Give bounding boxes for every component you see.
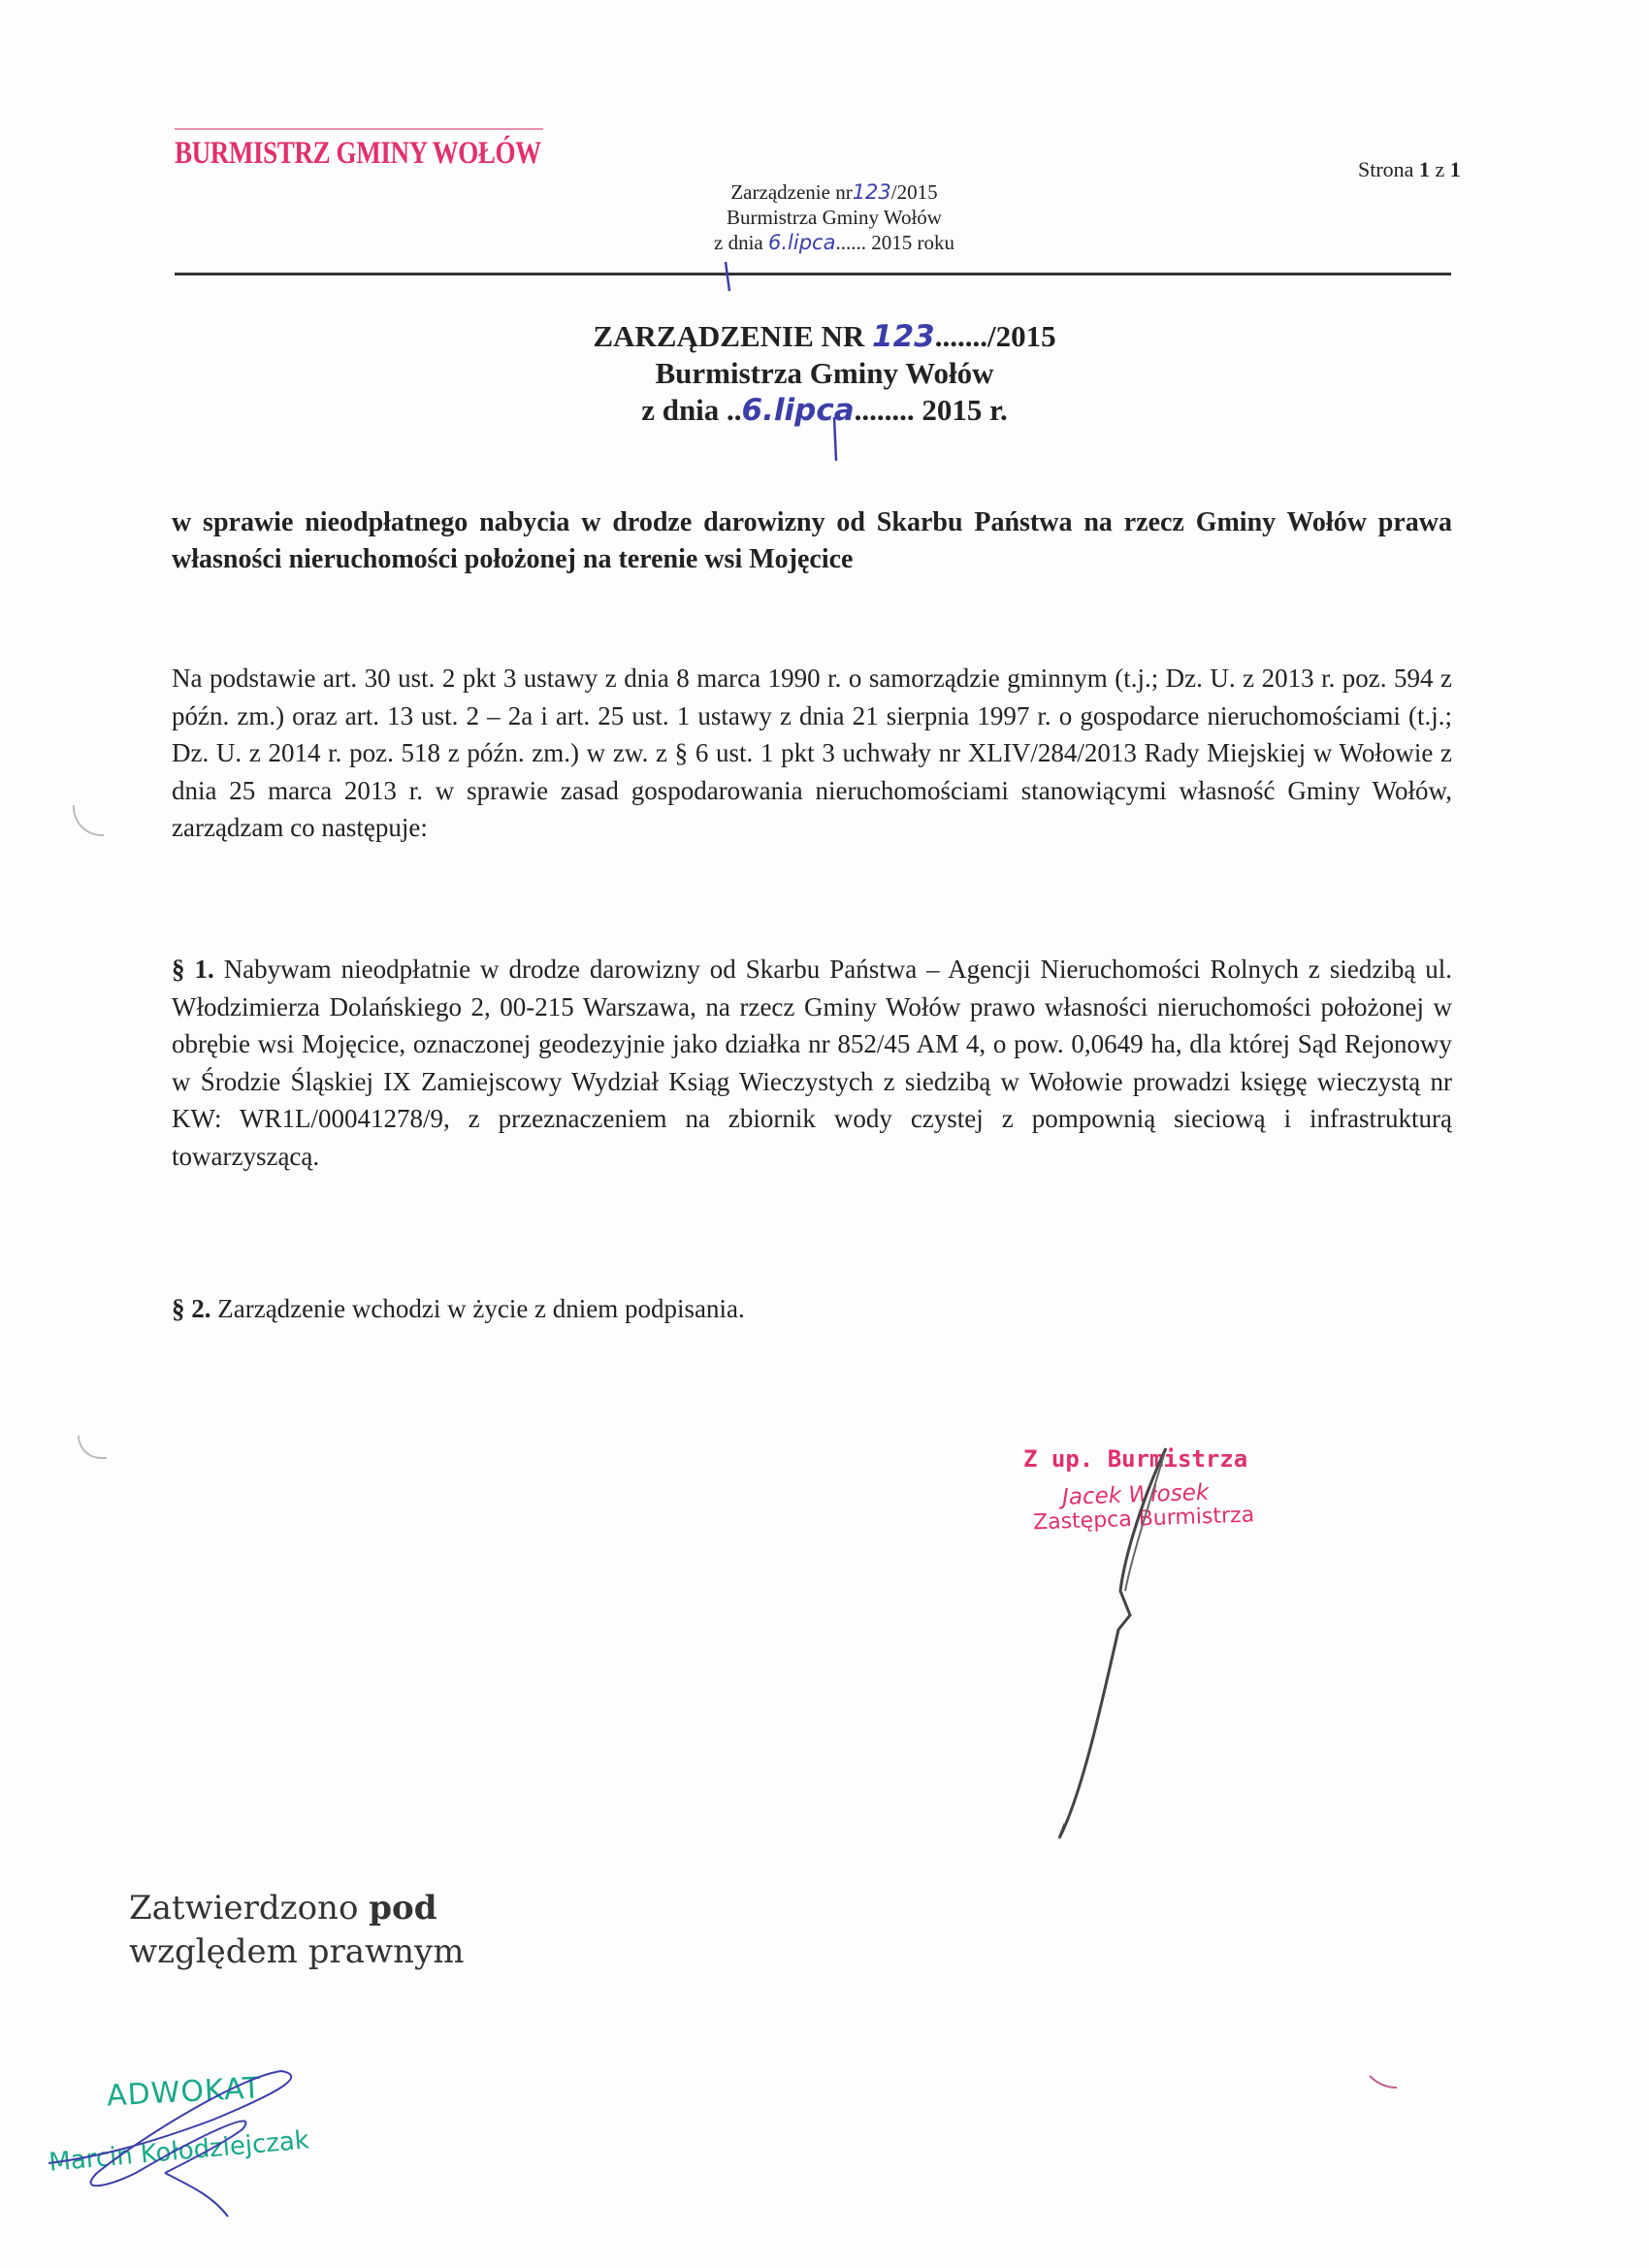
stray-mark: [1370, 2076, 1397, 2088]
reference-line-2: Burmistrza Gminy Wołów: [727, 206, 942, 229]
handwritten-number: 123: [852, 180, 891, 204]
page-current: 1: [1418, 157, 1430, 181]
section-1-text: Nabywam nieodpłatnie w drodze darowizny od Skarbu Państwa – Agencji Nieruchomości Rolnych z siedzibą ul. Włodzimierza Dolańskiego 2, 00-215 Warszawa, na rzecz Gminy Wołów prawo własności nieruchomości położonej w obrębie wsi Mojęcice, oznaczonej geodezyjnie jako działka nr 852/45 AM 4, o pow. 0,0649 ha, dla której Sąd Rejonowy w Środzie Śląskiej IX Zamiejscowy Wydział Ksiąg Wieczystych z siedzibą w Wołowie prowadzi księgę wieczystą nr KW: WR1L/00041278/9, z przeznaczeniem na zbiornik wody czystej z pompownią sieciową i infrastrukturą towarzyszącą.: [172, 955, 1453, 1171]
office-stamp-text: BURMISTRZ GMINY WOŁÓW: [175, 136, 541, 171]
section-2-text: Zarządzenie wchodzi w życie z dniem podpisania.: [217, 1294, 745, 1323]
section-2-label: § 2.: [172, 1294, 211, 1323]
title-line-1: ZARZĄDZENIE NR 123......./2015: [593, 319, 1056, 354]
lawyer-stamp-name: Marcin Kołodziejczak: [48, 2125, 311, 2178]
ref-suffix: /2015: [890, 180, 938, 204]
signature-stamp-name: Jacek Włosek: [1061, 1479, 1210, 1510]
signature-stamp-line-1: Z up. Burmistrza: [1023, 1445, 1248, 1473]
mayor-signature-stroke: [1125, 1455, 1164, 1591]
title-date-prefix: z dnia ..: [641, 393, 742, 427]
reference-line-3: z dnia 6.lipca...... 2015 roku: [714, 231, 954, 254]
title-date-suffix: 2015 r.: [922, 393, 1008, 427]
document-subject: w sprawie nieodpłatnego nabycia w drodze darowizny od Skarbu Państwa na rzecz Gminy Wołów prawa własności nieruchomości położonej na terenie wsi Mojęcice: [172, 507, 1452, 574]
ref-prefix: Zarządzenie nr: [730, 180, 853, 204]
page-total: 1: [1449, 157, 1461, 181]
title-prefix: ZARZĄDZENIE NR: [593, 319, 865, 353]
title-suffix: /2015: [987, 319, 1056, 353]
lawyer-signature: [165, 2173, 228, 2217]
approval-word-2: pod: [369, 1889, 437, 1928]
title-line-3: z dnia ..6.lipca........ 2015 r.: [641, 393, 1008, 428]
title-line-2: Burmistrza Gminy Wołów: [655, 356, 994, 390]
signature-stamp-role: Zastępca Burmistrza: [1032, 1503, 1255, 1536]
approval-line-2: względem prawnym: [129, 1932, 465, 1971]
ref-date-prefix: z dnia: [714, 231, 763, 254]
handwritten-title-date: 6.lipca: [741, 393, 855, 428]
page-label: Strona: [1358, 157, 1414, 181]
handwritten-stroke: [726, 262, 729, 291]
mayor-signature: [1059, 1448, 1166, 1838]
handwritten-stroke: [834, 417, 836, 461]
ref-date-suffix: 2015 roku: [871, 231, 954, 254]
preamble: Na podstawie art. 30 ust. 2 pkt 3 ustawy z dnia 8 marca 1990 r. o samorządzie gminnym (t.j.; Dz. U. z 2013 r. poz. 594 z późn. zm.) oraz art. 13 ust. 2 – 2a i art. 25 ust. 1 ustawy z dnia 21 sierpnia 1997 r. o gospodarce nieruchomościami (t.j.; Dz. U. z 2014 r. poz. 518 z późn. zm.) w zw. z § 6 ust. 1 pkt 3 uchwały nr XLIV/284/2013 Rady Miejskiej w Wołowie z dnia 25 marca 2013 r. w sprawie zasad gospodarowania nieruchomościami stanowiącymi własność Gminy Wołów, zarządzam co następuje:: [172, 664, 1452, 842]
page-sep: z: [1435, 157, 1445, 181]
lawyer-stamp-title: ADWOKAT: [106, 2071, 263, 2114]
handwritten-date: 6.lipca: [768, 231, 836, 254]
approval-word-1: Zatwierdzono: [129, 1889, 359, 1928]
section-1-label: § 1.: [172, 955, 214, 984]
handwritten-title-number: 123: [872, 319, 935, 354]
lawyer-signature: [48, 2071, 291, 2186]
